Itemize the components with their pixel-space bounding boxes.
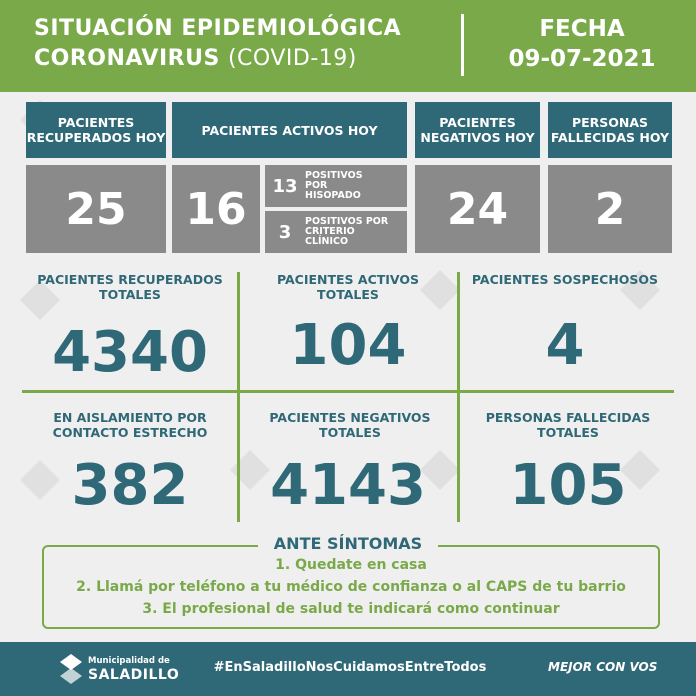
hisopado-value: 13 [272, 175, 298, 197]
footer-bar [0, 642, 696, 696]
hisopado-label: POSITIVOS POR HISOPADO [305, 170, 363, 201]
municipal-logo-icon [60, 654, 82, 684]
title-coronavirus: CORONAVIRUS [34, 46, 220, 71]
criterio-value: 3 [278, 221, 292, 243]
recuperados-totales-value: 4340 [52, 320, 208, 385]
negativos-hoy-label: PACIENTES NEGATIVOS HOY [415, 102, 540, 158]
hashtag-text: #EnSaladilloNosCuidamosEntreTodos [213, 660, 487, 675]
fecha-label: FECHA [539, 16, 625, 42]
hisopado-row [265, 165, 407, 207]
sospechosos-value: 4 [545, 313, 585, 378]
negativos-totales-label: PACIENTES NEGATIVOS TOTALES [269, 410, 431, 440]
ante-item-2: 2. Llamá por teléfono a tu médico de confianza o al CAPS de tu barrio [76, 579, 626, 595]
slogan-text: MEJOR CON VOS [548, 660, 658, 674]
recuperados-totales-label: PACIENTES RECUPERADOS TOTALES [37, 272, 223, 302]
ante-item-3: 3. El profesional de salud te indicará como continuar [142, 601, 560, 617]
ante-item-1: 1. Quedate en casa [275, 557, 427, 573]
fecha-value: 09-07-2021 [508, 46, 656, 72]
muni-big-text: SALADILLO [88, 667, 180, 683]
recuperados-hoy-value: 25 [26, 165, 166, 253]
aislamiento-value: 382 [71, 453, 189, 518]
negativos-totales-value: 4143 [270, 453, 426, 518]
ante-sintomas-title: ANTE SÍNTOMAS [258, 534, 438, 553]
grid-vertical-left [237, 272, 240, 522]
grid-horizontal [22, 390, 674, 393]
activos-totales-label: PACIENTES ACTIVOS TOTALES [276, 272, 420, 302]
activos-hoy-label: PACIENTES ACTIVOS HOY [172, 102, 407, 158]
muni-small-text: Municipalidad de [88, 656, 170, 666]
sospechosos-label: PACIENTES SOSPECHOSOS [471, 272, 659, 287]
title-covid: (COVID-19) [227, 46, 357, 71]
activos-hoy-value: 16 [172, 165, 260, 253]
recuperados-hoy-label: PACIENTES RECUPERADOS HOY [26, 102, 166, 158]
activos-totales-value: 104 [289, 313, 407, 378]
grid-vertical-right [457, 272, 460, 522]
criterio-row [265, 211, 407, 253]
fallecidas-totales-value: 105 [509, 453, 627, 518]
aislamiento-label: EN AISLAMIENTO POR CONTACTO ESTRECHO [52, 410, 208, 440]
fallecidas-totales-label: PERSONAS FALLECIDAS TOTALES [485, 410, 651, 440]
criterio-label: POSITIVOS POR CRITERIO CLÍNICO [305, 216, 389, 247]
fallecidas-hoy-label: PERSONAS FALLECIDAS HOY [548, 102, 672, 158]
negativos-hoy-value: 24 [415, 165, 540, 253]
fallecidas-hoy-value: 2 [548, 165, 672, 253]
title-line-1: SITUACIÓN EPIDEMIOLÓGICA [34, 16, 402, 41]
